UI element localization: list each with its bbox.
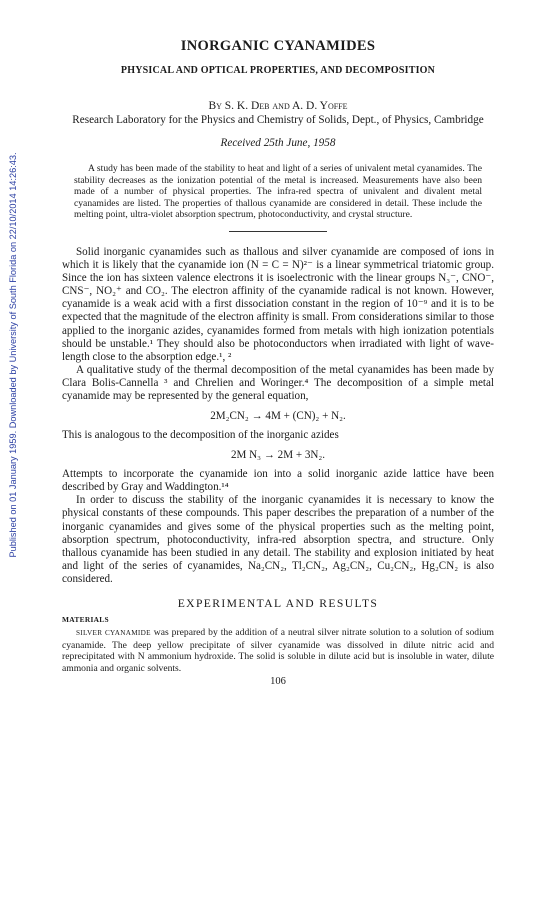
equation-cyanamide: 2M₂CN₂ → 4M + (CN)₂ + N₂.: [210, 410, 346, 423]
download-watermark: [6, 130, 20, 580]
paragraph-silver-cyanamide: [62, 627, 494, 674]
paragraph-silver-cyanamide-text: was prepared by the addition of a neutral silver nitrate solution to a solution of sodium cyanamide. The deep yellow precipitate of silver cyanamide was dissolved in dilute nitric acid and reprecipitated with N ammonium hydroxide. The solid is soluble in dilute acid but is insoluble in water, dilute ammonia and organic solvents.: [62, 627, 495, 674]
equation-azide: 2M N₃ → 2M + 3N₂.: [230, 449, 326, 462]
page-number: 106: [270, 676, 286, 688]
abstract: A study has been made of the stability to heat and light of a series of univalent metal cyanamides. The stability decreases as the ionization potential of the metal is increased. Measurements have also been made of a number of physical properties. The infra-red spectra of univalent and divalent metal cyanamides are listed. The properties of thallous cyanamide are considered in detail. These include the melting point, ultra-violet absorption spectrum, photoconductivity, and crystal structure.: [74, 163, 482, 221]
paragraph-intro: Solid inorganic cyanamides such as thallous and silver cyanamide are composed of ions in which it is likely that the cyanamide ion (N = C = N)²⁻ is a linear symmetrical triatomic group. Since the ion has sixteen valence electrons it is isoelectronic with the linear groups N₃⁻, CNO⁻, CNS⁻, NO₂⁺ and CO₂. The electron affinity of the cyanamide radical is not known. However, cyanamide is a weak acid with a first dissociation constant in the region of 10⁻⁹ and it is to be expected that the magnitude of the electron affinity is small. From considerations similar to those applied to the inorganic azides, cyanamides formed from metals with high ionization potentials should be unstable.¹ They should also be photoconductors when irradiated with light of wave-length close to the absorption edge.¹, ²: [62, 245, 494, 363]
paragraph-purpose: In order to discuss the stability of the inorganic cyanamides it is necessary to know the physical constants of these compounds. This paper describes the preparation of a number of the inorganic cyanamides and gives some of the physical properties such as the melting point, absorption spectrum, photoconductivity, infra-red absorption spectra, and structure. Only thallous cyanamide has been studied in any detail. The stability and explosion initiated by heat and light of the series of cyanamides, Na₂CN₂, Tl₂CN₂, Ag₂CN₂, Cu₂CN₂, Hg₂CN₂ is also considered.: [62, 494, 494, 585]
received-date: Received 25th June, 1958: [220, 137, 336, 149]
lead-term: SILVER CYANAMIDE: [76, 629, 151, 638]
authors: By S. K. Deb and A. D. Yoffe: [208, 100, 348, 112]
affiliation: Research Laboratory for the Physics and Chemistry of Solids, Dept., of Physics, Cambridge: [72, 114, 484, 126]
divider: [229, 231, 327, 232]
materials-text: [62, 627, 494, 674]
subsection-heading: MATERIALS: [62, 615, 109, 625]
paragraph-analogy: This is analogous to the decomposition of the inorganic azides: [62, 429, 339, 442]
paragraph-decomposition: A qualitative study of the thermal decomposition of the metal cyanamides has been made by Clara Bolis-Cannella ³ and Chrelien and Woringer.⁴ The decomposition of a simple metal cyanamide may be represented by the general equation,: [62, 363, 494, 402]
body-text: [62, 246, 494, 586]
paper-subtitle: PHYSICAL AND OPTICAL PROPERTIES, AND DECOMPOSITION: [120, 65, 436, 76]
paper-page: [62, 38, 494, 687]
paper-title: INORGANIC CYANAMIDES: [180, 38, 376, 54]
section-heading: EXPERIMENTAL AND RESULTS: [177, 597, 379, 611]
download-watermark-text: Published on 01 January 1959. Downloaded by University of South Florida on 22/10/2014 14:26:43.: [8, 152, 18, 558]
paragraph-attempts: Attempts to incorporate the cyanamide ion into a solid inorganic azide lattice have been described by Gray and Waddington.¹⁴: [62, 468, 494, 494]
